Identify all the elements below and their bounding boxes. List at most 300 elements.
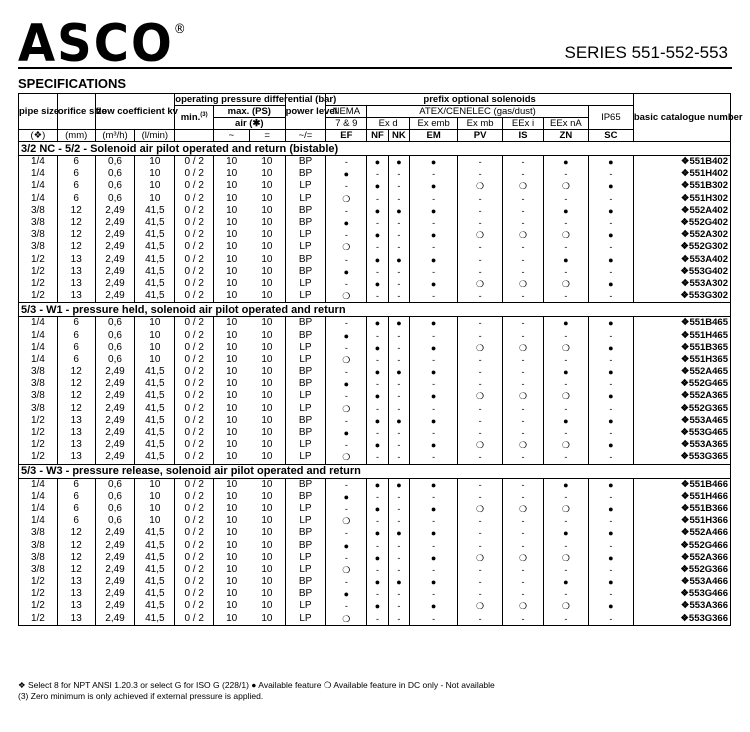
zn-cell: ●: [543, 317, 588, 330]
orifice-size-cell: 12: [57, 564, 95, 576]
nf-cell: -: [367, 564, 388, 576]
is-cell: ❍: [503, 552, 544, 564]
kv-m3h-cell: 2,49: [95, 439, 135, 451]
min-pressure-cell: 0 / 2: [175, 439, 214, 451]
catalogue-number-cell: ❖551B366: [633, 503, 730, 515]
nk-cell: -: [388, 600, 409, 612]
min-pressure-cell: 0 / 2: [175, 613, 214, 626]
unit-air-ac: ~: [214, 130, 250, 142]
is-cell: -: [503, 168, 544, 180]
code-ef: EF: [326, 130, 367, 142]
em-cell: -: [410, 241, 458, 253]
max-air-dc-cell: 10: [249, 366, 285, 378]
sc-cell: -: [588, 168, 633, 180]
table-row: [19, 588, 731, 600]
min-pressure-cell: 0 / 2: [175, 180, 214, 192]
nk-cell: -: [388, 278, 409, 290]
power-level-cell: BP: [285, 478, 326, 491]
pv-cell: -: [458, 168, 503, 180]
kv-m3h-cell: 2,49: [95, 539, 135, 551]
max-air-dc-cell: 10: [249, 403, 285, 415]
orifice-size-cell: 6: [57, 168, 95, 180]
zn-cell: -: [543, 193, 588, 205]
sc-cell: -: [588, 564, 633, 576]
max-air-dc-cell: 10: [249, 415, 285, 427]
ef-cell: ❍: [326, 354, 367, 366]
em-cell: -: [410, 427, 458, 439]
max-air-dc-cell: 10: [249, 527, 285, 539]
pv-cell: -: [458, 588, 503, 600]
ef-cell: ❍: [326, 290, 367, 303]
catalogue-number-cell: ❖551B466: [633, 478, 730, 491]
nk-cell: -: [388, 451, 409, 464]
max-air-dc-cell: 10: [249, 600, 285, 612]
em-cell: -: [410, 515, 458, 527]
kv-lmin-cell: 10: [135, 354, 175, 366]
sc-cell: -: [588, 378, 633, 390]
max-air-ac-cell: 10: [214, 378, 250, 390]
table-row: [19, 515, 731, 527]
orifice-size-cell: 6: [57, 478, 95, 491]
catalogue-number-cell: ❖553A466: [633, 576, 730, 588]
ex-emb-header: Ex emb: [410, 118, 458, 130]
pipe-size-cell: 1/2: [19, 415, 58, 427]
em-cell: ●: [410, 366, 458, 378]
em-cell: ●: [410, 278, 458, 290]
min-pressure-cell: 0 / 2: [175, 478, 214, 491]
nk-cell: -: [388, 229, 409, 241]
nf-cell: ●: [367, 600, 388, 612]
max-air-ac-cell: 10: [214, 613, 250, 626]
em-cell: -: [410, 354, 458, 366]
power-level-cell: LP: [285, 503, 326, 515]
kv-m3h-cell: 2,49: [95, 613, 135, 626]
max-air-dc-cell: 10: [249, 491, 285, 503]
kv-lmin-cell: 41,5: [135, 205, 175, 217]
min-pressure-cell: 0 / 2: [175, 366, 214, 378]
pv-cell: -: [458, 451, 503, 464]
max-air-ac-cell: 10: [214, 588, 250, 600]
kv-lmin-cell: 41,5: [135, 451, 175, 464]
power-level-cell: LP: [285, 564, 326, 576]
min-pressure-cell: 0 / 2: [175, 266, 214, 278]
max-air-dc-cell: 10: [249, 156, 285, 169]
orifice-size-cell: 13: [57, 254, 95, 266]
power-level-cell: BP: [285, 527, 326, 539]
em-cell: ●: [410, 390, 458, 402]
kv-m3h-cell: 2,49: [95, 527, 135, 539]
catalogue-number-cell: ❖553A402: [633, 254, 730, 266]
min-pressure-cell: 0 / 2: [175, 290, 214, 303]
pv-cell: -: [458, 576, 503, 588]
sc-cell: ●: [588, 576, 633, 588]
orifice-size-cell: 6: [57, 180, 95, 192]
min-pressure-cell: 0 / 2: [175, 552, 214, 564]
is-cell: -: [503, 564, 544, 576]
kv-m3h-cell: 2,49: [95, 451, 135, 464]
kv-m3h-cell: 0,6: [95, 503, 135, 515]
max-air-ac-cell: 10: [214, 229, 250, 241]
min-pressure-cell: 0 / 2: [175, 427, 214, 439]
pv-cell: -: [458, 403, 503, 415]
is-cell: -: [503, 527, 544, 539]
is-cell: -: [503, 366, 544, 378]
max-air-ac-cell: 10: [214, 576, 250, 588]
max-air-ac-cell: 10: [214, 564, 250, 576]
max-air-ac-cell: 10: [214, 439, 250, 451]
pipe-size-cell: 1/2: [19, 439, 58, 451]
table-row: [19, 278, 731, 290]
nf-cell: ●: [367, 180, 388, 192]
orifice-size-cell: 13: [57, 600, 95, 612]
zn-cell: -: [543, 403, 588, 415]
pv-cell: -: [458, 193, 503, 205]
pv-cell: -: [458, 378, 503, 390]
nk-cell: -: [388, 378, 409, 390]
catalogue-number-cell: ❖552A366: [633, 552, 730, 564]
kv-m3h-cell: 2,49: [95, 217, 135, 229]
em-cell: -: [410, 266, 458, 278]
sc-cell: -: [588, 613, 633, 626]
pipe-size-cell: 3/8: [19, 403, 58, 415]
kv-m3h-cell: 2,49: [95, 588, 135, 600]
nk-cell: -: [388, 613, 409, 626]
pipe-size-cell: 3/8: [19, 366, 58, 378]
nk-cell: ●: [388, 576, 409, 588]
power-level-cell: LP: [285, 290, 326, 303]
footnote-legend: ❖ Select 8 for NPT ANSI 1.20.3 or select G for ISO G (228/1) ● Available feature ❍ Available feature in DC only - Not available: [18, 680, 495, 690]
max-air-ac-cell: 10: [214, 503, 250, 515]
em-cell: -: [410, 290, 458, 303]
max-air-dc-cell: 10: [249, 390, 285, 402]
kv-lmin-cell: 41,5: [135, 378, 175, 390]
table-row: [19, 329, 731, 341]
nf-cell: -: [367, 491, 388, 503]
is-cell: -: [503, 588, 544, 600]
power-level-cell: LP: [285, 515, 326, 527]
is-cell: -: [503, 205, 544, 217]
max-air-dc-cell: 10: [249, 168, 285, 180]
nf-cell: -: [367, 290, 388, 303]
zn-cell: ●: [543, 254, 588, 266]
kv-lmin-cell: 41,5: [135, 439, 175, 451]
pv-cell: -: [458, 217, 503, 229]
orifice-size-cell: 12: [57, 539, 95, 551]
kv-m3h-cell: 2,49: [95, 290, 135, 303]
min-pressure-cell: 0 / 2: [175, 168, 214, 180]
em-cell: ●: [410, 552, 458, 564]
nk-cell: -: [388, 491, 409, 503]
catalogue-number-cell: ❖551H366: [633, 515, 730, 527]
kv-lmin-cell: 41,5: [135, 241, 175, 253]
table-row: [19, 527, 731, 539]
kv-lmin-cell: 10: [135, 180, 175, 192]
is-cell: -: [503, 329, 544, 341]
header-rule: [18, 67, 732, 69]
is-cell: -: [503, 478, 544, 491]
em-cell: ●: [410, 478, 458, 491]
sc-cell: ●: [588, 390, 633, 402]
ef-cell: -: [326, 342, 367, 354]
pipe-size-cell: 3/8: [19, 390, 58, 402]
kv-m3h-cell: 2,49: [95, 378, 135, 390]
sc-cell: ●: [588, 415, 633, 427]
catalogue-number-cell: ❖551B365: [633, 342, 730, 354]
orifice-size-cell: 13: [57, 290, 95, 303]
pipe-size-header: pipe size: [19, 94, 58, 130]
max-air-ac-cell: 10: [214, 539, 250, 551]
max-air-dc-cell: 10: [249, 478, 285, 491]
kv-lmin-cell: 10: [135, 168, 175, 180]
max-air-dc-cell: 10: [249, 193, 285, 205]
table-row: [19, 254, 731, 266]
em-cell: ●: [410, 527, 458, 539]
pipe-size-cell: 1/2: [19, 613, 58, 626]
min-pressure-cell: 0 / 2: [175, 317, 214, 330]
nf-cell: ●: [367, 342, 388, 354]
em-cell: ●: [410, 576, 458, 588]
nf-cell: ●: [367, 254, 388, 266]
nk-cell: -: [388, 427, 409, 439]
kv-lmin-cell: 10: [135, 193, 175, 205]
zn-cell: ❍: [543, 439, 588, 451]
kv-m3h-cell: 2,49: [95, 229, 135, 241]
orifice-size-cell: 13: [57, 613, 95, 626]
catalogue-number-cell: ❖552G465: [633, 378, 730, 390]
catalogue-number-cell: ❖553A465: [633, 415, 730, 427]
orifice-size-header: orifice size: [57, 94, 95, 130]
orifice-size-cell: 12: [57, 229, 95, 241]
table-row: [19, 576, 731, 588]
pipe-size-cell: 1/4: [19, 354, 58, 366]
max-ps-header: max. (PS): [214, 106, 285, 118]
max-air-dc-cell: 10: [249, 254, 285, 266]
pv-cell: -: [458, 527, 503, 539]
is-cell: ❍: [503, 439, 544, 451]
max-air-ac-cell: 10: [214, 403, 250, 415]
code-pv: PV: [458, 130, 503, 142]
table-row: [19, 613, 731, 626]
pv-cell: ❍: [458, 439, 503, 451]
is-cell: ❍: [503, 390, 544, 402]
power-level-cell: BP: [285, 329, 326, 341]
power-level-cell: BP: [285, 378, 326, 390]
ef-cell: ●: [326, 329, 367, 341]
ef-cell: -: [326, 180, 367, 192]
max-air-dc-cell: 10: [249, 229, 285, 241]
ef-cell: -: [326, 503, 367, 515]
is-cell: -: [503, 427, 544, 439]
sc-cell: -: [588, 354, 633, 366]
ef-cell: ❍: [326, 515, 367, 527]
nk-cell: ●: [388, 156, 409, 169]
nf-cell: -: [367, 613, 388, 626]
table-row: [19, 266, 731, 278]
min-pressure-cell: 0 / 2: [175, 241, 214, 253]
table-row: [19, 342, 731, 354]
max-air-dc-cell: 10: [249, 552, 285, 564]
table-row: [19, 415, 731, 427]
is-cell: -: [503, 241, 544, 253]
min-pressure-cell: 0 / 2: [175, 217, 214, 229]
em-cell: ●: [410, 600, 458, 612]
max-air-ac-cell: 10: [214, 415, 250, 427]
nema-header: NEMA: [326, 106, 367, 118]
catalogue-number-cell: ❖552G365: [633, 403, 730, 415]
em-cell: ●: [410, 317, 458, 330]
nk-cell: -: [388, 539, 409, 551]
nk-cell: -: [388, 266, 409, 278]
kv-lmin-cell: 10: [135, 342, 175, 354]
ef-cell: -: [326, 552, 367, 564]
min-pressure-cell: 0 / 2: [175, 229, 214, 241]
zn-cell: ❍: [543, 278, 588, 290]
nk-cell: -: [388, 217, 409, 229]
nf-cell: ●: [367, 478, 388, 491]
nf-cell: ●: [367, 317, 388, 330]
table-row: [19, 390, 731, 402]
orifice-size-cell: 12: [57, 390, 95, 402]
pv-cell: -: [458, 491, 503, 503]
orifice-size-cell: 6: [57, 317, 95, 330]
pipe-size-cell: 1/4: [19, 156, 58, 169]
min-pressure-cell: 0 / 2: [175, 378, 214, 390]
orifice-size-cell: 6: [57, 515, 95, 527]
zn-cell: ●: [543, 527, 588, 539]
max-air-ac-cell: 10: [214, 491, 250, 503]
is-cell: -: [503, 354, 544, 366]
kv-lmin-cell: 41,5: [135, 290, 175, 303]
catalogue-number-cell: ❖553G302: [633, 290, 730, 303]
power-level-cell: LP: [285, 180, 326, 192]
max-air-dc-cell: 10: [249, 539, 285, 551]
kv-m3h-cell: 2,49: [95, 254, 135, 266]
sc-cell: ●: [588, 254, 633, 266]
nk-cell: -: [388, 588, 409, 600]
pipe-size-cell: 1/4: [19, 193, 58, 205]
nk-cell: ●: [388, 317, 409, 330]
zn-cell: -: [543, 168, 588, 180]
pipe-size-cell: 1/2: [19, 278, 58, 290]
asco-logo: ASCO®: [18, 13, 186, 75]
eex-i-header: EEx i: [503, 118, 544, 130]
table-row: [19, 168, 731, 180]
pipe-size-cell: 3/8: [19, 564, 58, 576]
atex-header: ATEX/CENELEC (gas/dust): [367, 106, 589, 118]
pipe-size-cell: 1/2: [19, 600, 58, 612]
is-cell: -: [503, 451, 544, 464]
ex-mb-header: Ex mb: [458, 118, 503, 130]
pv-cell: -: [458, 156, 503, 169]
section-title: 3/2 NC - 5/2 - Solenoid air pilot operated and return (bistable): [19, 142, 731, 156]
is-cell: ❍: [503, 278, 544, 290]
nf-cell: ●: [367, 415, 388, 427]
table-row: [19, 354, 731, 366]
em-cell: -: [410, 564, 458, 576]
max-air-ac-cell: 10: [214, 217, 250, 229]
catalogue-number-cell: ❖553G402: [633, 266, 730, 278]
catalogue-number-cell: ❖552G366: [633, 564, 730, 576]
sc-cell: -: [588, 217, 633, 229]
kv-lmin-cell: 41,5: [135, 613, 175, 626]
kv-m3h-cell: 2,49: [95, 241, 135, 253]
kv-lmin-cell: 41,5: [135, 229, 175, 241]
pipe-size-cell: 1/2: [19, 266, 58, 278]
catalogue-number-cell: ❖553G366: [633, 613, 730, 626]
min-pressure-cell: 0 / 2: [175, 515, 214, 527]
orifice-size-cell: 13: [57, 576, 95, 588]
zn-cell: -: [543, 378, 588, 390]
nk-cell: -: [388, 503, 409, 515]
ef-cell: ●: [326, 168, 367, 180]
is-cell: ❍: [503, 600, 544, 612]
max-air-dc-cell: 10: [249, 613, 285, 626]
sc-cell: ●: [588, 156, 633, 169]
max-air-ac-cell: 10: [214, 366, 250, 378]
em-cell: -: [410, 451, 458, 464]
power-level-cell: BP: [285, 366, 326, 378]
power-level-cell: BP: [285, 317, 326, 330]
sc-cell: -: [588, 403, 633, 415]
kv-m3h-cell: 0,6: [95, 515, 135, 527]
pv-cell: ❍: [458, 342, 503, 354]
catalogue-number-cell: ❖551H465: [633, 329, 730, 341]
pipe-size-cell: 3/8: [19, 205, 58, 217]
nf-cell: -: [367, 515, 388, 527]
min-pressure-cell: 0 / 2: [175, 527, 214, 539]
nf-cell: ●: [367, 439, 388, 451]
kv-m3h-cell: 2,49: [95, 266, 135, 278]
ef-cell: ●: [326, 491, 367, 503]
unit-kv-m3h: (m³/h): [95, 130, 135, 142]
catalogue-number-cell: ❖552A302: [633, 229, 730, 241]
pipe-size-cell: 1/2: [19, 588, 58, 600]
catalogue-number-cell: ❖552G466: [633, 539, 730, 551]
pipe-size-cell: 1/4: [19, 515, 58, 527]
kv-m3h-cell: 0,6: [95, 354, 135, 366]
kv-m3h-cell: 0,6: [95, 156, 135, 169]
max-air-dc-cell: 10: [249, 427, 285, 439]
table-row: [19, 366, 731, 378]
kv-m3h-cell: 2,49: [95, 576, 135, 588]
is-cell: -: [503, 193, 544, 205]
is-cell: -: [503, 539, 544, 551]
power-level-cell: BP: [285, 205, 326, 217]
ef-cell: -: [326, 278, 367, 290]
zn-cell: -: [543, 588, 588, 600]
nf-cell: ●: [367, 527, 388, 539]
power-level-cell: LP: [285, 439, 326, 451]
table-row: [19, 491, 731, 503]
pipe-size-cell: 1/4: [19, 478, 58, 491]
catalogue-number-cell: ❖552A402: [633, 205, 730, 217]
nk-cell: ●: [388, 254, 409, 266]
nk-cell: -: [388, 515, 409, 527]
nf-cell: -: [367, 427, 388, 439]
sc-cell: ●: [588, 278, 633, 290]
zn-cell: -: [543, 515, 588, 527]
pv-cell: -: [458, 241, 503, 253]
em-cell: -: [410, 588, 458, 600]
nf-cell: -: [367, 354, 388, 366]
sc-cell: ●: [588, 229, 633, 241]
pipe-size-cell: 1/4: [19, 342, 58, 354]
pipe-size-cell: 3/8: [19, 378, 58, 390]
catalogue-number-cell: ❖551B302: [633, 180, 730, 192]
specifications-body: [19, 142, 731, 626]
sc-cell: ●: [588, 180, 633, 192]
nf-cell: ●: [367, 366, 388, 378]
